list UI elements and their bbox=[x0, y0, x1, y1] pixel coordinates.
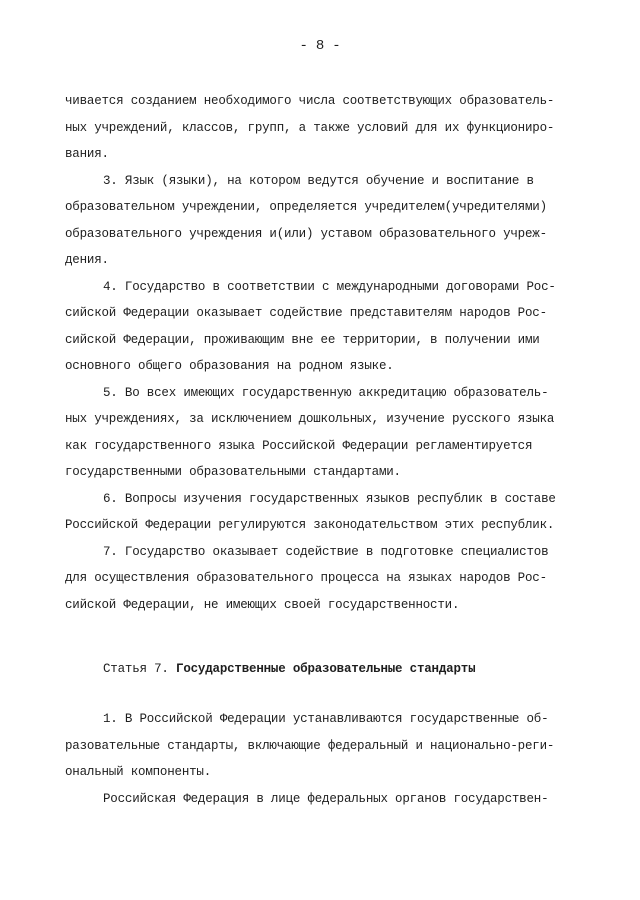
document-body bbox=[65, 88, 581, 812]
paragraph-line: чивается созданием необходимого числа соответствующих образователь- bbox=[65, 94, 555, 108]
paragraph-line: дения. bbox=[65, 253, 109, 267]
paragraph-line: как государственного языка Российской Федерации регламентируется bbox=[65, 438, 533, 453]
paragraph-line: 3. Язык (языки), на котором ведутся обучение и воспитание в bbox=[103, 173, 534, 188]
article-heading-title: Государственные образовательные стандарты bbox=[176, 662, 476, 676]
paragraph bbox=[65, 486, 581, 539]
paragraph-line: 1. В Российской Федерации устанавливаются государственные об- bbox=[103, 712, 549, 726]
paragraph bbox=[65, 380, 581, 486]
paragraph-line: ных учреждениях, за исключением дошкольных, изучение русского языка bbox=[65, 412, 555, 426]
paragraph-line: ных учреждений, классов, групп, а также условий для их функциониро- bbox=[65, 120, 555, 135]
article-heading-prefix: Статья 7. bbox=[103, 662, 177, 676]
paragraph bbox=[65, 786, 581, 813]
paragraph-line: 7. Государство оказывает содействие в подготовке специалистов bbox=[103, 544, 549, 559]
paragraphs-before-heading bbox=[65, 88, 581, 618]
paragraph-line: сийской Федерации оказывает содействие представителям народов Рос- bbox=[65, 306, 547, 320]
paragraph-line: сийской Федерации, не имеющих своей государственности. bbox=[65, 597, 460, 612]
paragraph-line: для осуществления образовательного процесса на языках народов Рос- bbox=[65, 571, 547, 585]
paragraph-line: основного общего образования на родном языке. bbox=[65, 359, 394, 373]
paragraph bbox=[65, 88, 581, 168]
paragraph-line: 4. Государство в соответствии с международными договорами Рос- bbox=[103, 279, 556, 294]
paragraph bbox=[65, 168, 581, 274]
paragraph-line: разовательные стандарты, включающие федеральный и национально-реги- bbox=[65, 738, 555, 753]
paragraph-line: государственными образовательными стандартами. bbox=[65, 465, 401, 479]
paragraph-line: ональный компоненты. bbox=[65, 765, 212, 779]
page-number: - 8 - bbox=[299, 38, 341, 54]
paragraph-line: сийской Федерации, проживающим вне ее территории, в получении ими bbox=[65, 332, 540, 347]
paragraph-line: Российской Федерации регулируются законодательством этих республик. bbox=[65, 518, 555, 532]
paragraph bbox=[65, 706, 581, 786]
article-heading bbox=[65, 656, 581, 682]
paragraphs-after-heading bbox=[65, 706, 581, 812]
paragraph-line: вания. bbox=[65, 147, 109, 161]
paragraph-line: образовательном учреждении, определяется учредителем(учредителями) bbox=[65, 200, 547, 214]
paragraph-line: 6. Вопросы изучения государственных языков республик в составе bbox=[103, 491, 556, 506]
paragraph-line: Российская Федерация в лице федеральных органов государствен- bbox=[103, 791, 549, 806]
paragraph-line: 5. Во всех имеющих государственную аккредитацию образователь- bbox=[103, 385, 549, 400]
paragraph bbox=[65, 274, 581, 380]
paragraph bbox=[65, 539, 581, 619]
paragraph-line: образовательного учреждения и(или) уставом образовательного учреж- bbox=[65, 226, 547, 241]
